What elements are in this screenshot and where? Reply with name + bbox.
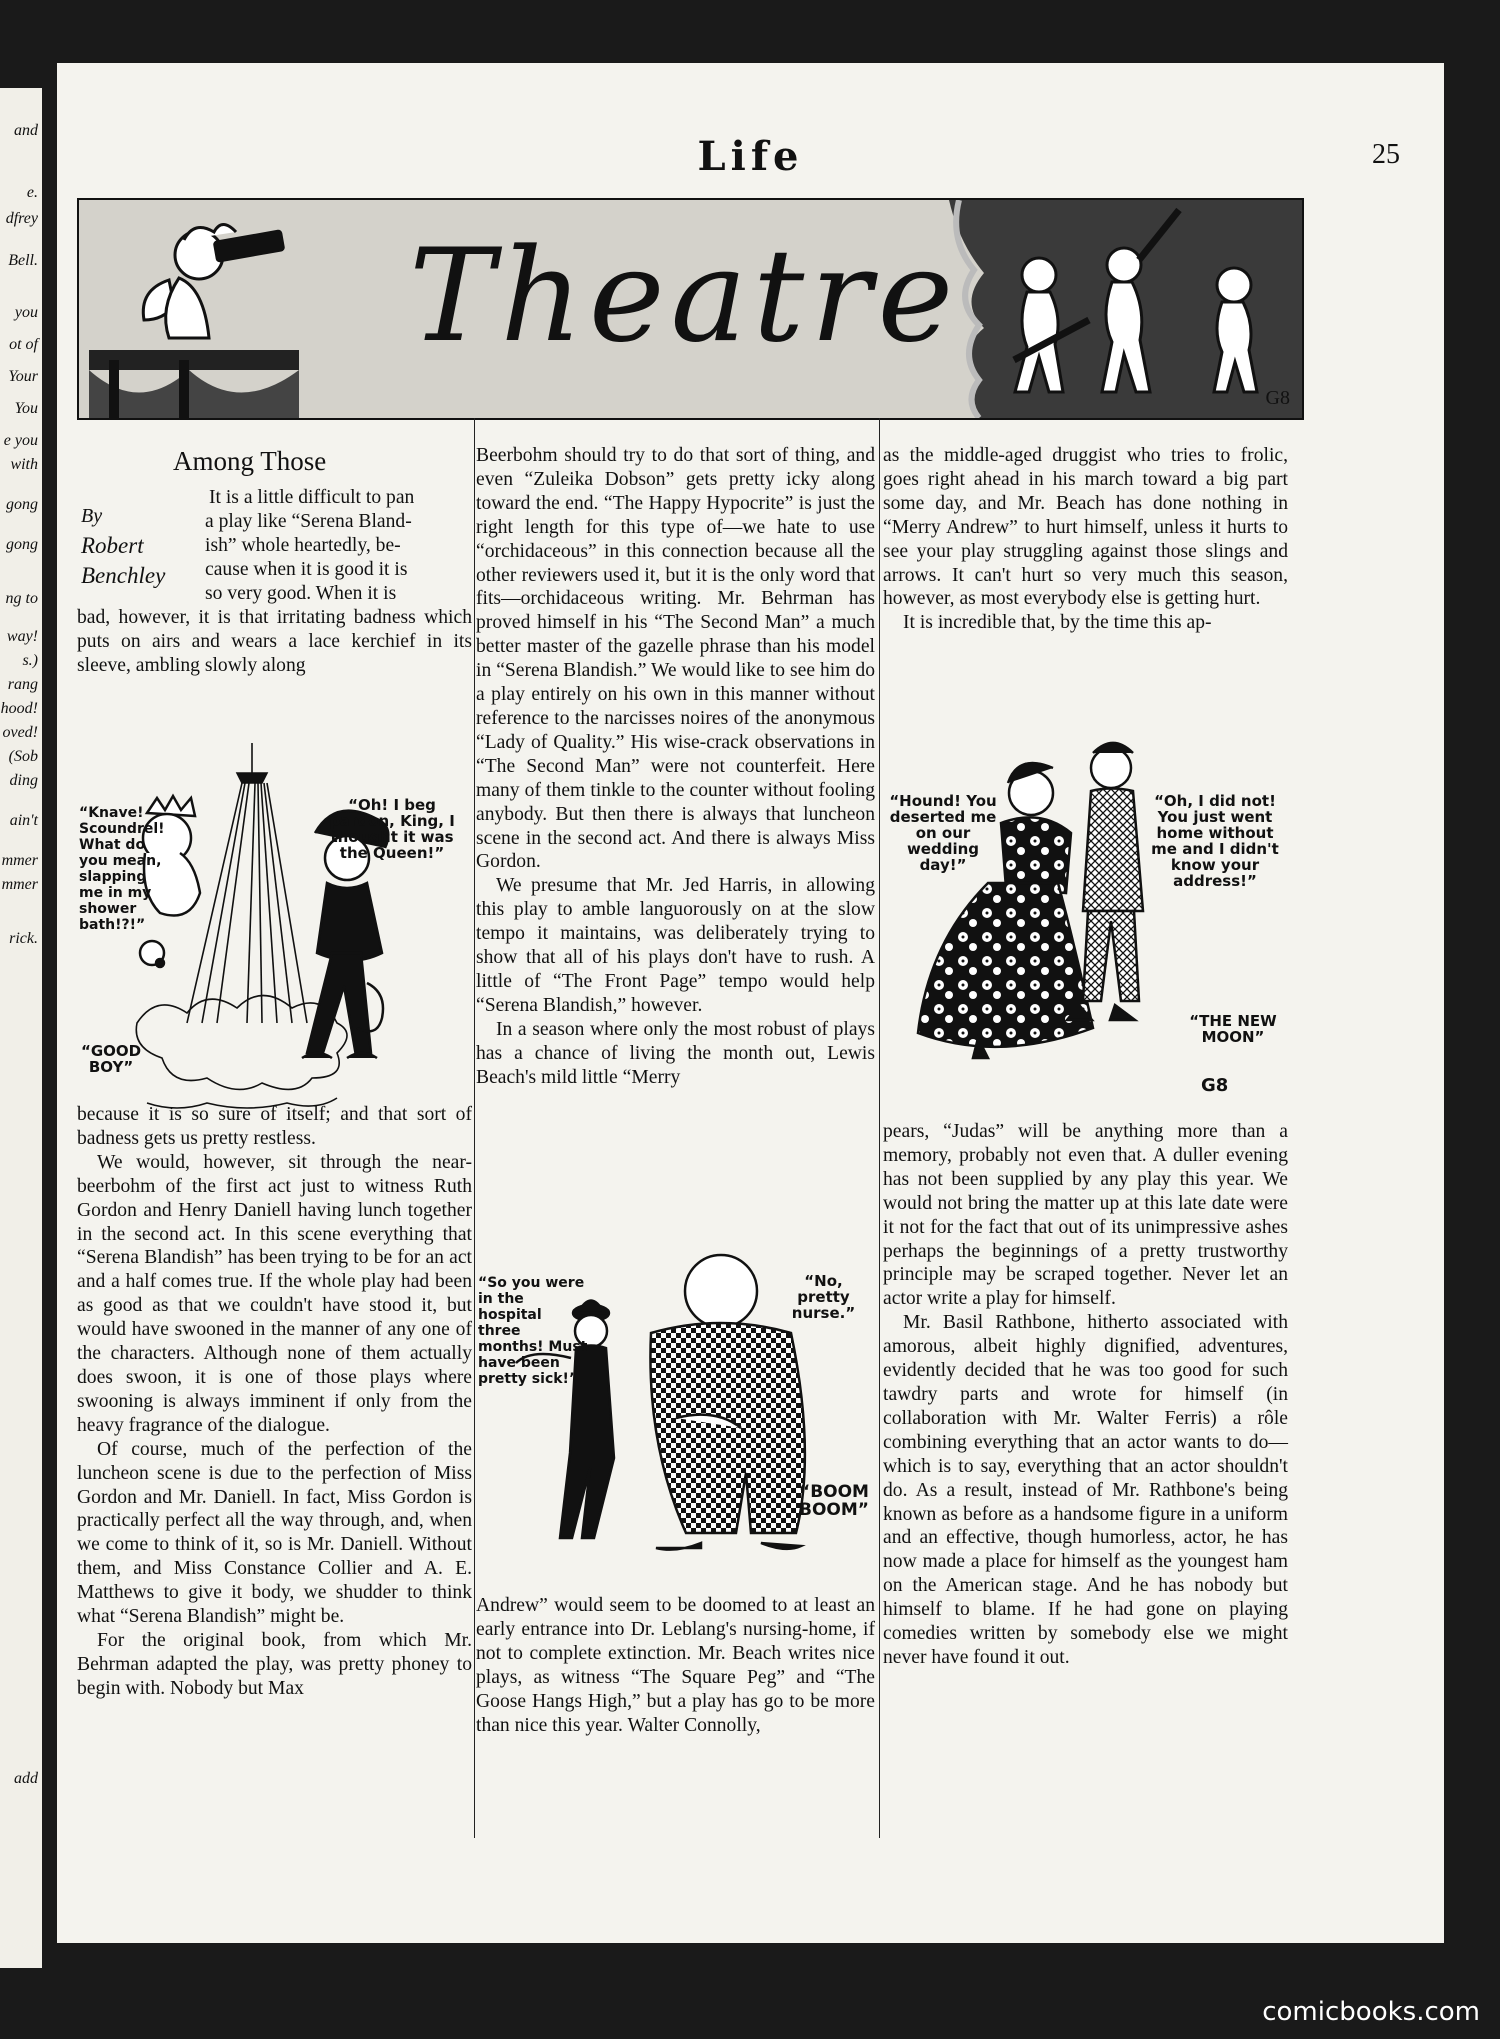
- banner-title: Theatre: [409, 222, 960, 371]
- paragraph: Andrew” would seem to be doomed to at least an early entrance into Dr. Leblang's nursing-home, if not to complete extinction. Mr. Beach writes nice plays, as witness “The Square Peg” and “The Goose Hangs High,” but a play has go to be more than nice this year. Walter Connolly,: [476, 1595, 875, 1736]
- column-2-bottom: [476, 1594, 875, 1737]
- watermark: comicbooks.com: [1262, 1997, 1480, 2027]
- column-rule: [879, 418, 880, 1838]
- column-2-top: [476, 444, 875, 1089]
- previous-page-fragment: rang: [7, 676, 38, 693]
- previous-page-fragment: e.: [26, 184, 38, 201]
- previous-page-fragment: mmer: [1, 852, 38, 869]
- paragraph: It is incredible that, by the time this ap-: [903, 612, 1212, 634]
- paragraph: Of course, much of the perfection of the luncheon scene is due to the perfection of Miss Gordon and Mr. Daniell. In fact, Miss Gordon is practically perfect all the way through, and, when we come to think of it, so is Mr. Daniell. Without them, and Miss Constance Collier and A. E. Matthews to give it body, we shudder to think what “Serena Blandish” might be.: [77, 1438, 472, 1628]
- paragraph: In a season where only the most robust of plays has a chance of living the month out, Lewis Beach's mild little “Merry: [476, 1018, 875, 1088]
- masthead: Life: [697, 133, 804, 180]
- artist-signature: G8: [1265, 387, 1290, 409]
- previous-page-fragment: s.): [22, 652, 38, 669]
- column-1-top: [77, 606, 472, 678]
- caption-big-man: “No, pretty nurse.”: [791, 1272, 856, 1322]
- previous-page-fragment: ng to: [5, 590, 38, 607]
- paragraph: bad, however, it is that irritating badness which puts on airs and wears a lace kerchief in its sleeve, ambling slowly along: [77, 607, 472, 676]
- byline: [81, 501, 191, 591]
- lead-paragraph: [205, 486, 472, 606]
- previous-page-fragment: ding: [9, 772, 38, 789]
- lead-line: a play like “Serena Bland-: [205, 510, 412, 532]
- byline-first-name: Robert: [81, 533, 144, 558]
- byline-last-name: Benchley: [81, 563, 166, 588]
- paragraph: We presume that Mr. Jed Harris, in allowing this play to amble languorously on at the slow tempo it maintains, was deliberately trying to show that all of his plays don't have to rush. A little of “The Front Page” tempo would help “Serena Blandish,” however.: [476, 875, 875, 1016]
- lead-line: so very good. When it is: [205, 582, 397, 604]
- caption-woman: “Hound! You deserted me on our wedding day!”: [889, 792, 997, 874]
- column-rule: [474, 418, 475, 1838]
- previous-page-fragment: mmer: [1, 876, 38, 893]
- column-3-top: [883, 444, 1288, 635]
- lead-line: It is a little difficult to pan: [209, 487, 415, 508]
- paragraph: as the middle-aged druggist who tries to frolic, goes right ahead in his march toward a big part some day, and Mr. Beach has done nothing in “Merry Andrew” to hurt himself, unless it hurts to see your play struggling against those slings and arrows. It can't hurt so very much this season, however, as most everybody else is getting hurt.: [883, 445, 1288, 610]
- magazine-page: [57, 63, 1444, 1943]
- previous-page-fragment: Bell.: [8, 252, 38, 269]
- previous-page-fragment: hood!: [0, 700, 38, 717]
- cartoon-new-moon-drawing: [883, 713, 1288, 1113]
- page-number: 25: [1372, 139, 1400, 170]
- previous-page-fragment: ain't: [9, 812, 38, 829]
- paragraph: Mr. Basil Rathbone, hitherto associated with amorous, albeit highly dignified, adventures, evidently decided that he was too good for such tawdry parts and wrote for himself (in collaboration with Mr. Walter Ferris) a rôle combining everything that an actor wants to do—which is to say, everything that an actor shouldn't do. As a result, instead of Mr. Rathbone's being known as before as a handsome figure in a uniform and an effective, though humorless, actor, he has now made a place for himself as the youngest ham on the American stage. And he has nobody but himself to blame. If he had gone on playing comedies written by somebody else we might never have found it out.: [883, 1312, 1288, 1668]
- column-1-bottom: [77, 1103, 472, 1701]
- cartoon-title: “THE NEW MOON”: [1189, 1012, 1277, 1046]
- previous-page-edge: [0, 88, 42, 1968]
- lead-line: ish” whole heartedly, be-: [205, 534, 401, 556]
- paragraph: We would, however, sit through the near-beerbohm of the first act just to witness Ruth Gordon and Henry Daniell having lunch together in the second act. In this scene everything that “Serena Blandish” has been trying to be for an act and a half comes true. If the whole play had been as good as that we couldn't have stood it, but would have swooned in the manner of any one of the characters. Although none of them actually does swoon, it is one of those plays where swooning is always imminent if only from the heavy fragrance of the dialogue.: [77, 1151, 472, 1436]
- previous-page-fragment: dfrey: [5, 210, 38, 227]
- cartoon-boom-boom: [476, 1243, 875, 1588]
- paragraph: Beerbohm should try to do that sort of thing, and even “Zuleika Dobson” gets pretty icky along toward the end. “The Happy Hypocrite” is just the right length for this type of—we hate to use “orchidaceous” in this connection because all the other reviewers used it, but it is the only word that fits—orchidaceous writing. Mr. Behrman has proved himself in his “The Second Man” a much better master of the gazelle phrase than his model in “Serena Blandish.” We would like to see him do a play entirely on his own in this manner without reference to the narcisses noires of the anonymous “Lady of Quality.” His wise-crack observations in “The Second Man” were not counterfeit. Here many of them tinkle to the counter without fooling anybody. But then there is always that luncheon scene in the second act. And there is always Miss Gordon.: [476, 445, 875, 873]
- previous-page-fragment: e you: [3, 432, 38, 449]
- cartoon-title: “GOOD BOY”: [81, 1042, 142, 1076]
- paragraph: pears, “Judas” will be anything more than a memory, probably not even that. A duller evening has not been supplied by any play this year. We would not bring the matter up at this late date were it not for the fact that out of its unimpressive ashes perhaps the beginnings of a pretty trustworthy principle may be scraped together. Never let an actor write a play for himself.: [883, 1121, 1288, 1310]
- previous-page-fragment: gong: [6, 536, 38, 553]
- previous-page-fragment: (Sob: [8, 748, 38, 765]
- column-3-bottom: [883, 1120, 1288, 1670]
- caption-king: “Knave! Scoundrel! What do you mean, slapping me in my shower bath!?!”: [79, 805, 165, 933]
- paragraph: because it is so sure of itself; and that sort of badness gets us pretty restless.: [77, 1104, 472, 1149]
- cartoon-title: “BOOM BOOM”: [799, 1482, 869, 1520]
- previous-page-fragment: way!: [6, 628, 38, 645]
- previous-page-fragment: and: [14, 122, 38, 139]
- article-heading: Among Those: [173, 446, 327, 476]
- previous-page-fragment: You: [14, 400, 38, 417]
- caption-man: “Oh, I did not! You just went home without me and I didn't know your address!”: [1151, 792, 1279, 890]
- previous-page-fragment: rick.: [9, 930, 38, 947]
- byline-by: By: [81, 505, 103, 527]
- theatre-banner: [77, 198, 1304, 420]
- previous-page-fragment: ot of: [9, 336, 38, 353]
- previous-page-fragment: gong: [6, 496, 38, 513]
- previous-page-fragment: oved!: [2, 724, 38, 741]
- cartoon-good-boy: [77, 723, 472, 1118]
- caption-small-man: “So you were in the hospital three months! Must have been pretty sick!”: [478, 1275, 588, 1387]
- previous-page-fragment: you: [14, 304, 38, 321]
- lead-line: cause when it is good it is: [205, 558, 408, 580]
- artist-signature: G8: [1201, 1075, 1229, 1096]
- paragraph: For the original book, from which Mr. Behrman adapted the play, was pretty phoney to begin with. Nobody but Max: [77, 1629, 472, 1699]
- cartoon-new-moon: [883, 713, 1288, 1113]
- caption-jester: “Oh! I beg pardon, King, I thought it was the Queen!”: [329, 796, 455, 862]
- previous-page-fragment: with: [10, 456, 38, 473]
- previous-page-fragment: add: [14, 1770, 38, 1787]
- previous-page-fragment: Your: [8, 368, 38, 385]
